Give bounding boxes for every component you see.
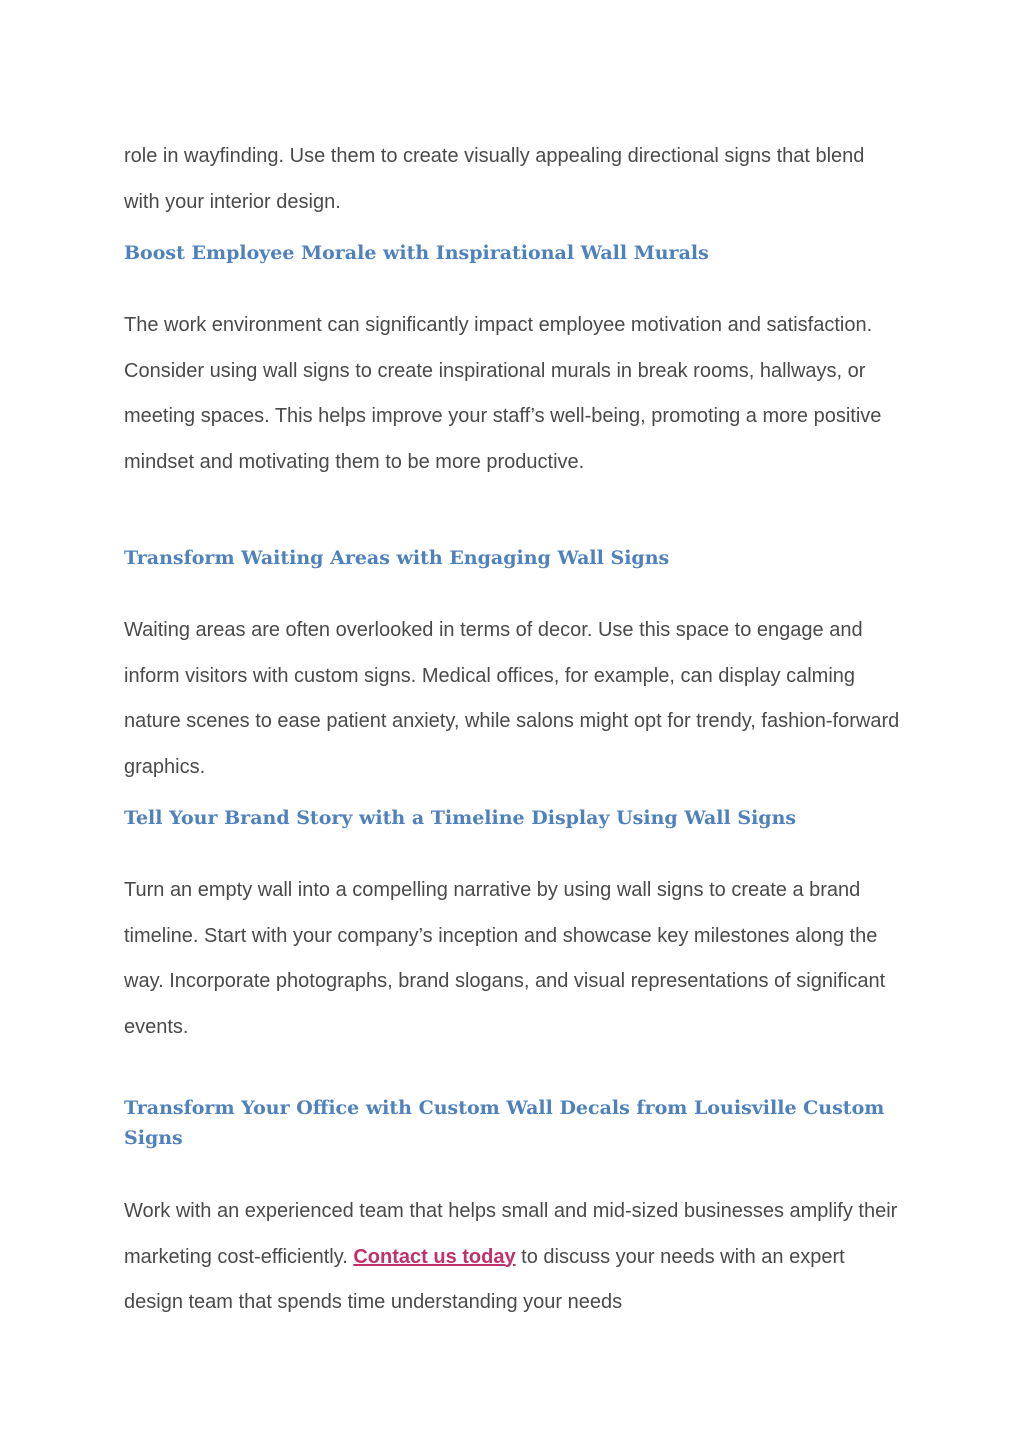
body-text-after-link: to discuss your needs with an expert design team that spends time understanding your needs [124,1245,845,1313]
section-heading-custom-decals: Transform Your Office with Custom Wall Decals from Louisville Custom Signs [124,1097,885,1149]
section-heading-waiting-areas: Transform Waiting Areas with Engaging Wall Signs [124,547,670,569]
section-body-waiting-areas: Waiting areas are often overlooked in terms of decor. Use this space to engage and inform visitors with custom signs. Medical offices, for example, can display calming nature scenes to ease patient anxiety, while salons might opt for trendy, fashion-forward graphics. [124,619,900,778]
section-body-brand-story: Turn an empty wall into a compelling narrative by using wall signs to create a brand timeline. Start with your company’s inception and showcase key milestones along the way. Incorporate photographs, brand slogans, and visual representations of significant events. [124,879,886,1038]
section-body-morale: The work environment can significantly impact employee motivation and satisfaction. Consider using wall signs to create inspirational murals in break rooms, hallways, or meeting spaces. This helps improve your staff’s well-being, promoting a more positive mindset and motivating them to be more productive. [124,314,882,473]
section-body-custom-decals [124,1189,904,1326]
intro-paragraph: role in wayfinding. Use them to create visually appealing directional signs that blend with your interior design. [124,145,865,213]
contact-us-link[interactable]: Contact us today [353,1245,516,1268]
section-heading-morale: Boost Employee Morale with Inspirational Wall Murals [124,242,709,264]
body-text-before-link: Work with an experienced team that helps small and mid-sized businesses amplify their marketing cost-efficiently. [124,1200,898,1268]
section-heading-brand-story: Tell Your Brand Story with a Timeline Display Using Wall Signs [124,807,797,829]
